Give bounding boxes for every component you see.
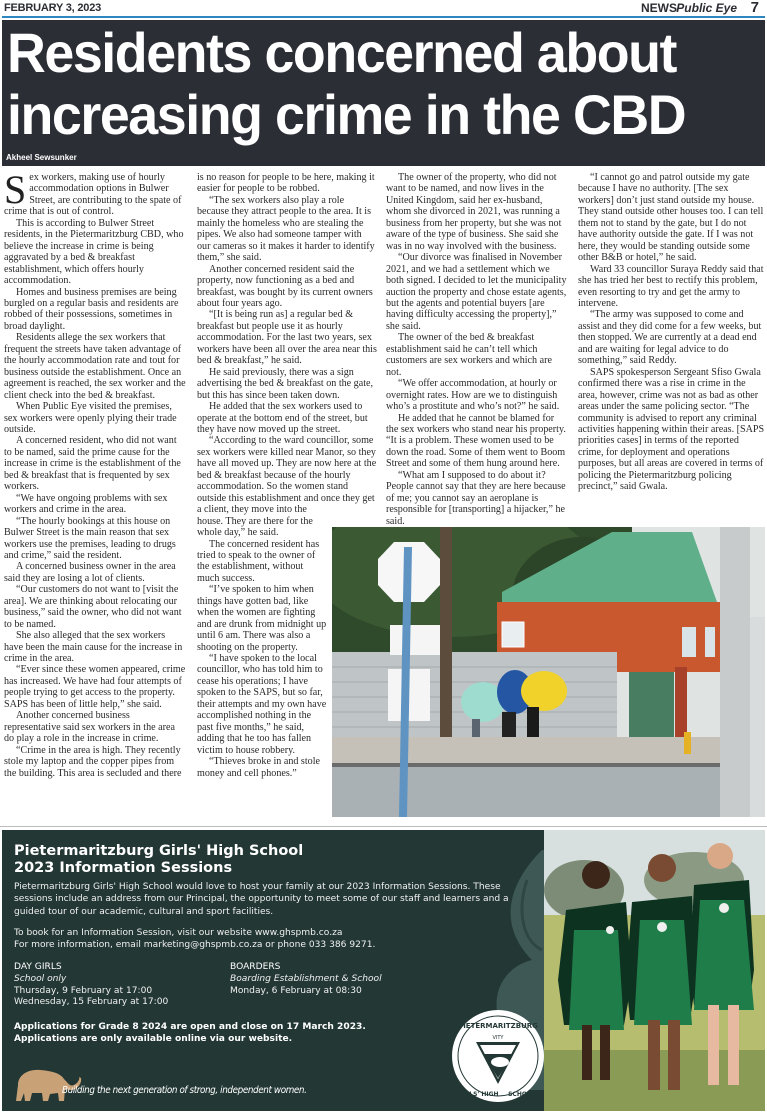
applications-notice bbox=[14, 1021, 514, 1046]
article-column-3 bbox=[386, 172, 567, 527]
issue-date: FEBRUARY 3, 2023 bbox=[4, 2, 102, 14]
paragraph: “The army was supposed to come and assist and they did come for a few weeks, but then stopped. We are currently at a dead end and are waiting for legal advice to do something,” said Reddy. bbox=[578, 309, 762, 367]
svg-text:VITY: VITY bbox=[492, 1035, 504, 1041]
page-number: 7 bbox=[750, 0, 759, 16]
ad-intro: Pietermaritzburg Girls' High School would love to host your family at our 2023 Information Sessions. These sessions include an address from our Principal, the opportunity to meet some of our staff and learners and a guided tour of our academic, cultural and sport facilities. bbox=[14, 882, 509, 917]
section-divider bbox=[0, 826, 767, 827]
paragraph: He added that the sex workers used to operate at the bottom end of the street, but they have now moved up the street. bbox=[197, 401, 368, 435]
boarders-subheading: Boarding Establishment & School bbox=[230, 973, 382, 984]
paragraph: She also alleged that the sex workers have been the main cause for the increase in crime in the area. bbox=[4, 630, 183, 665]
session-date: Wednesday, 15 February at 17:00 bbox=[14, 997, 169, 1008]
paragraph: “The sex workers also play a role because they attract people to the area. It is mainly the homeless who are stealing the pipes. We also had someone tamper with our cameras so it makes it harder to identify them,” she said. bbox=[197, 194, 375, 264]
ad-title-line-1: Pietermaritzburg Girls' High School bbox=[14, 843, 304, 859]
boarders-sessions bbox=[230, 962, 470, 997]
masthead-rule bbox=[2, 16, 765, 18]
paragraph: “We offer accommodation, at hourly or overnight rates. How are we to distinguish who’s a prostitute and who’s not?” he said. bbox=[386, 378, 560, 413]
ad-title-line-2: 2023 Information Sessions bbox=[14, 860, 233, 876]
paragraph: “[It is being run as] a regular bed & breakfast but people use it as hourly accommodation. For the last two years, sex workers have been all over the area near this bed & breakfast,” he said. bbox=[197, 309, 377, 367]
narrow-text-block bbox=[197, 504, 327, 779]
paragraph: The concerned resident has tried to speak to the owner of the establishment, without much success. bbox=[197, 538, 320, 584]
paragraph: “I cannot go and patrol outside my gate because I have no authority. [The sex workers] don’t just stand outside my house. They stand outside other houses too. I can tell them not to stand by the gate, but I do not have authority outside the gate. If I was not here, they would be standing outside some other B&B or hotel,” he said. bbox=[578, 172, 764, 264]
paragraph: When Public Eye visited the premises, sex workers were openly plying their trade outside. bbox=[4, 401, 177, 435]
paragraph: The owner of the bed & breakfast establishment said he can’t tell which customers are sex workers and which are not. bbox=[386, 332, 552, 378]
applications-line-1: Applications for Grade 8 2024 are open and close on 17 March 2023. bbox=[14, 1022, 366, 1032]
paragraph: This is according to Bulwer Street residents, in the Pietermaritzburg CBD, who believe the increase in crime is being aggravated by a bed & breakfast establishment, which offers hourly accommodation. bbox=[4, 217, 184, 287]
headline bbox=[7, 22, 737, 146]
paragraph: a client, they move into the house. They are there for the whole day,” he said. bbox=[197, 504, 313, 539]
paragraph: A concerned resident, who did not want to be named, said the prime cause for the increase in crime is the establishment of the bed & breakfast that is frequented by sex workers. bbox=[4, 435, 181, 493]
svg-text:SCHOOL: SCHOOL bbox=[508, 1091, 536, 1098]
drop-cap: S bbox=[4, 167, 27, 212]
street-scene-image bbox=[332, 527, 765, 817]
ad-title bbox=[14, 843, 303, 877]
session-date: Thursday, 9 February at 17:00 bbox=[14, 985, 153, 996]
day-girls-sessions bbox=[14, 962, 224, 1009]
session-date: Monday, 6 February at 08:30 bbox=[230, 985, 362, 996]
article-column-4 bbox=[578, 172, 765, 493]
paragraph: “Our divorce was finalised in November 2021, and we had a settlement which we both signed. I decided to let the municipality auction the property and chose estate agents, but the agents and potential buyers [are having difficulty accessing the property],” she said. bbox=[386, 252, 567, 332]
paragraph: SAPS spokesperson Sergeant Sfiso Gwala confirmed there was a rise in crime in the area, however, crime was not as bad as other areas under the same policing sector. “The community is advised to report any criminal activities happening within their areas. [SAPS priorities cases] in terms of the reported crime, for deployment and operations purposes, but all areas are covered in terms of policing the Pietermaritzburg policing precinct,” said Gwala. bbox=[578, 366, 765, 493]
ad-contact bbox=[14, 927, 514, 952]
publication-name: Public Eye bbox=[676, 1, 737, 15]
boarders-heading: BOARDERS bbox=[230, 962, 281, 972]
paragraph: Another concerned resident said the property, now functioning as a bed and breakfast, was bought by its current owners about four years ago. bbox=[197, 263, 373, 309]
paragraph: “We have ongoing problems with sex workers and crime in the area. bbox=[4, 492, 168, 516]
paragraph: is no reason for people to be here, making it easier for people to be robbed. bbox=[197, 172, 375, 195]
paragraph: “Crime in the area is high. They recently stole my laptop and the copper pipes from the building. This area is secluded and there bbox=[4, 744, 182, 779]
paragraph: “Ever since these women appeared, crime has increased. We have had four attempts of people trying to get access to the property. SAPS has been of little help,” she said. bbox=[4, 664, 186, 710]
article-column-1 bbox=[4, 167, 186, 779]
lead-paragraph: Sex workers, making use of hourly accommodation options in Bulwer Street, are contributing to the spate of crime that is out of control. bbox=[4, 167, 182, 218]
paragraph: “The hourly bookings at this house on Bulwer Street is the main reason that sex workers use the premises, leading to drugs and crime,” said the resident. bbox=[4, 515, 176, 561]
paragraph: “According to the ward councillor, some sex workers were killed near Manor, so they have all moved up. They are now here at the bed & breakfast because of the hourly accommodation. So the women stand outside this establishment and once they get bbox=[197, 435, 377, 504]
paragraph: “I’ve spoken to him when things have gotten bad, like when the women are fighting and are drunk from midnight up until 6 am. There was also a shooting on the property. bbox=[197, 584, 327, 653]
paragraph: Ward 33 councillor Suraya Reddy said that she has tried her best to rectify this problem, even resorting to try and get the army to intervene. bbox=[578, 263, 764, 309]
svg-text:PIETERMARITZBURG: PIETERMARITZBURG bbox=[458, 1022, 538, 1030]
paragraph: Homes and business premises are being burgled on a regular basis and residents are robbed of their possessions, sometimes in broad daylight. bbox=[4, 286, 179, 332]
svg-text:GIRLS' HIGH: GIRLS' HIGH bbox=[457, 1091, 499, 1098]
paragraph: He said previously, there was a sign advertising the bed & breakfast on the gate, but this has since been taken down. bbox=[197, 366, 374, 401]
paragraph: “Thieves broke in and stole money and cell phones.” bbox=[197, 756, 320, 779]
applications-line-2: Applications are only available online via our website. bbox=[14, 1034, 293, 1045]
section-label: NEWS bbox=[641, 1, 677, 15]
school-advertisement bbox=[2, 830, 765, 1111]
paragraph: He added that he cannot be blamed for the sex workers who stand near his property. “It is a problem. These women used to be down the road. Some of them went to Boom Street and some of them hung around here. bbox=[386, 412, 566, 470]
paragraph: “Our customers do not want to [visit the area]. We are thinking about relocating our business,” said the owner, who did not want to be named. bbox=[4, 584, 182, 630]
article-photo bbox=[332, 527, 765, 817]
ad-booking-line: To book for an Information Session, visit our website www.ghspmb.co.za bbox=[14, 928, 343, 938]
day-girls-subheading: School only bbox=[14, 973, 67, 984]
day-girls-heading: DAY GIRLS bbox=[14, 962, 62, 972]
ad-info-line: For more information, email marketing@ghspmb.co.za or phone 033 386 9271. bbox=[14, 940, 376, 951]
headline-banner bbox=[2, 20, 765, 166]
headline-line-2: increasing crime in the CBD bbox=[7, 83, 686, 146]
school-crest-icon bbox=[450, 1008, 546, 1104]
paragraph: “I have spoken to the local councillor, who has told him to cease his operations; I have spoken to the SAPS, but so far, their attempts and my own have accomplished nothing in the past five months,” he said, adding that he too has fallen victim to house robbery. bbox=[197, 653, 327, 756]
byline: Akheel Sewsunker bbox=[6, 153, 77, 162]
paragraph: Residents allege the sex workers that frequent the streets have taken advantage of the hourly accommodation rate and tout for business outside the establishment. Once an agreement is reached, the sex worker and the client check into the bed & breakfast. bbox=[4, 332, 186, 401]
paragraph: A concerned business owner in the area said they are losing a lot of clients. bbox=[4, 561, 176, 584]
ad-slogan: Building the next generation of strong, independent women. bbox=[62, 1085, 307, 1096]
paragraph: “What am I supposed to do about it? People cannot say that they are here because of me; you cannot say an aeroplane is responsible for [transporting] a hijacker,” he said. bbox=[386, 469, 566, 527]
students-photo bbox=[544, 830, 765, 1111]
headline-line-1: Residents concerned about bbox=[7, 21, 676, 84]
students-image bbox=[544, 830, 765, 1111]
paragraph: The owner of the property, who did not want to be named, and now lives in the United Kingdom, said her ex-husband, whom she divorced in 2021, was running a business from her property, but she was not aware of the type of business. She said she was in no way involved with the business. bbox=[386, 172, 562, 252]
paragraph: Another concerned business representative said sex workers in the area do play a role in the increase in crime. bbox=[4, 710, 175, 745]
